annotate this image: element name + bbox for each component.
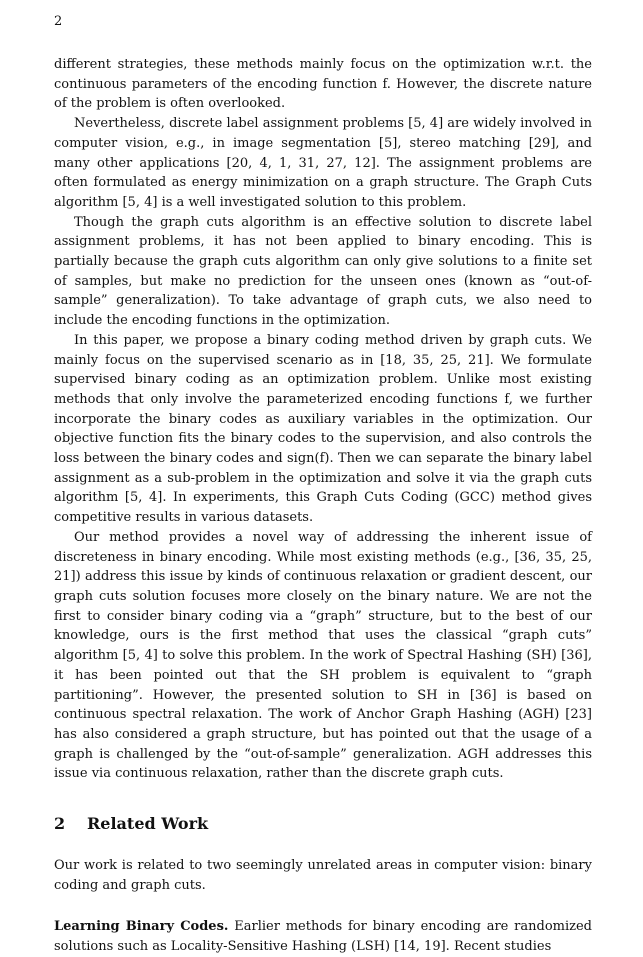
paragraph-graph-cuts-limitations: Though the graph cuts algorithm is an effective solution to discrete label assignment problems, it has not been applied to binary encoding. This is partially because the graph cuts algorithm can only give solutions to a finite set of samples, but make no prediction for the unseen ones (known as “out-of-sample” generalization). To take advantage of graph cuts, we also need to include the encoding functions in the optimization. — [54, 214, 592, 329]
subsection-heading: Learning Binary Codes. — [54, 919, 229, 935]
page-body — [54, 55, 592, 957]
section-intro: Our work is related to two seemingly unrelated areas in computer vision: binary coding and graph cuts. — [54, 858, 592, 893]
paragraph-continuation: different strategies, these methods mainly focus on the optimization w.r.t. the continuous parameters of the encoding function f. However, the discrete nature of the problem is often overlooked. — [54, 57, 592, 112]
paragraph-proposal: In this paper, we propose a binary coding method driven by graph cuts. We mainly focus on the supervised scenario as in [18, 35, 25, 21]. We formulate supervised binary coding as an optimization problem. Unlike most existing methods that only involve the parameterized encoding functions f, we further incorporate the binary codes as auxiliary variables in the optimization. Our objective function fits the binary codes to the supervision, and also controls the loss between the binary codes and sign(f). Then we can separate the binary label assignment as a sub-problem in the optimization and solve it via the graph cuts algorithm [5, 4]. In experiments, this Graph Cuts Coding (GCC) method gives competitive results in various datasets. — [54, 332, 592, 526]
subsection-paragraph — [54, 917, 592, 956]
paragraph-gap — [54, 895, 592, 917]
paragraph-discrete-label: Nevertheless, discrete label assignment problems [5, 4] are widely involved in computer vision, e.g., in image segmentation [5], stereo matching [29], and many other applications [20, 4, 1, 31, 27, 12]. The assignment problems are often formulated as energy minimization on a graph structure. The Graph Cuts algorithm [5, 4] is a well investigated solution to this problem. — [54, 116, 592, 210]
subsection-text: Earlier methods for binary encoding are randomized solutions such as Locality-Sensitive Hashing (LSH) [14, 19]. Recent studies — [54, 919, 593, 955]
paragraph-contribution: Our method provides a novel way of addressing the inherent issue of discreteness in binary encoding. While most existing methods (e.g., [36, 35, 25, 21]) address this issue by kinds of continuous relaxation or gradient descent, our graph cuts solution focuses more closely on the binary nature. We are not the first to consider binary coding via a “graph” structure, but to the best of our knowledge, ours is the first method that uses the classical “graph cuts” algorithm [5, 4] to solve this problem. In the work of Spectral Hashing (SH) [36], it has been pointed out that the SH problem is equivalent to “graph partitioning”. However, the presented solution to SH in [36] is based on continuous spectral relaxation. The work of Anchor Graph Hashing (AGH) [23] has also considered a graph structure, but has pointed out that the usage of a graph is challenged by the “out-of-sample” generalization. AGH addresses this issue via continuous relaxation, rather than the discrete graph cuts. — [54, 529, 592, 782]
section-heading — [54, 814, 592, 834]
section-number: 2 — [54, 814, 66, 834]
section-title: Related Work — [87, 814, 209, 834]
page-number: 2 — [54, 14, 63, 29]
